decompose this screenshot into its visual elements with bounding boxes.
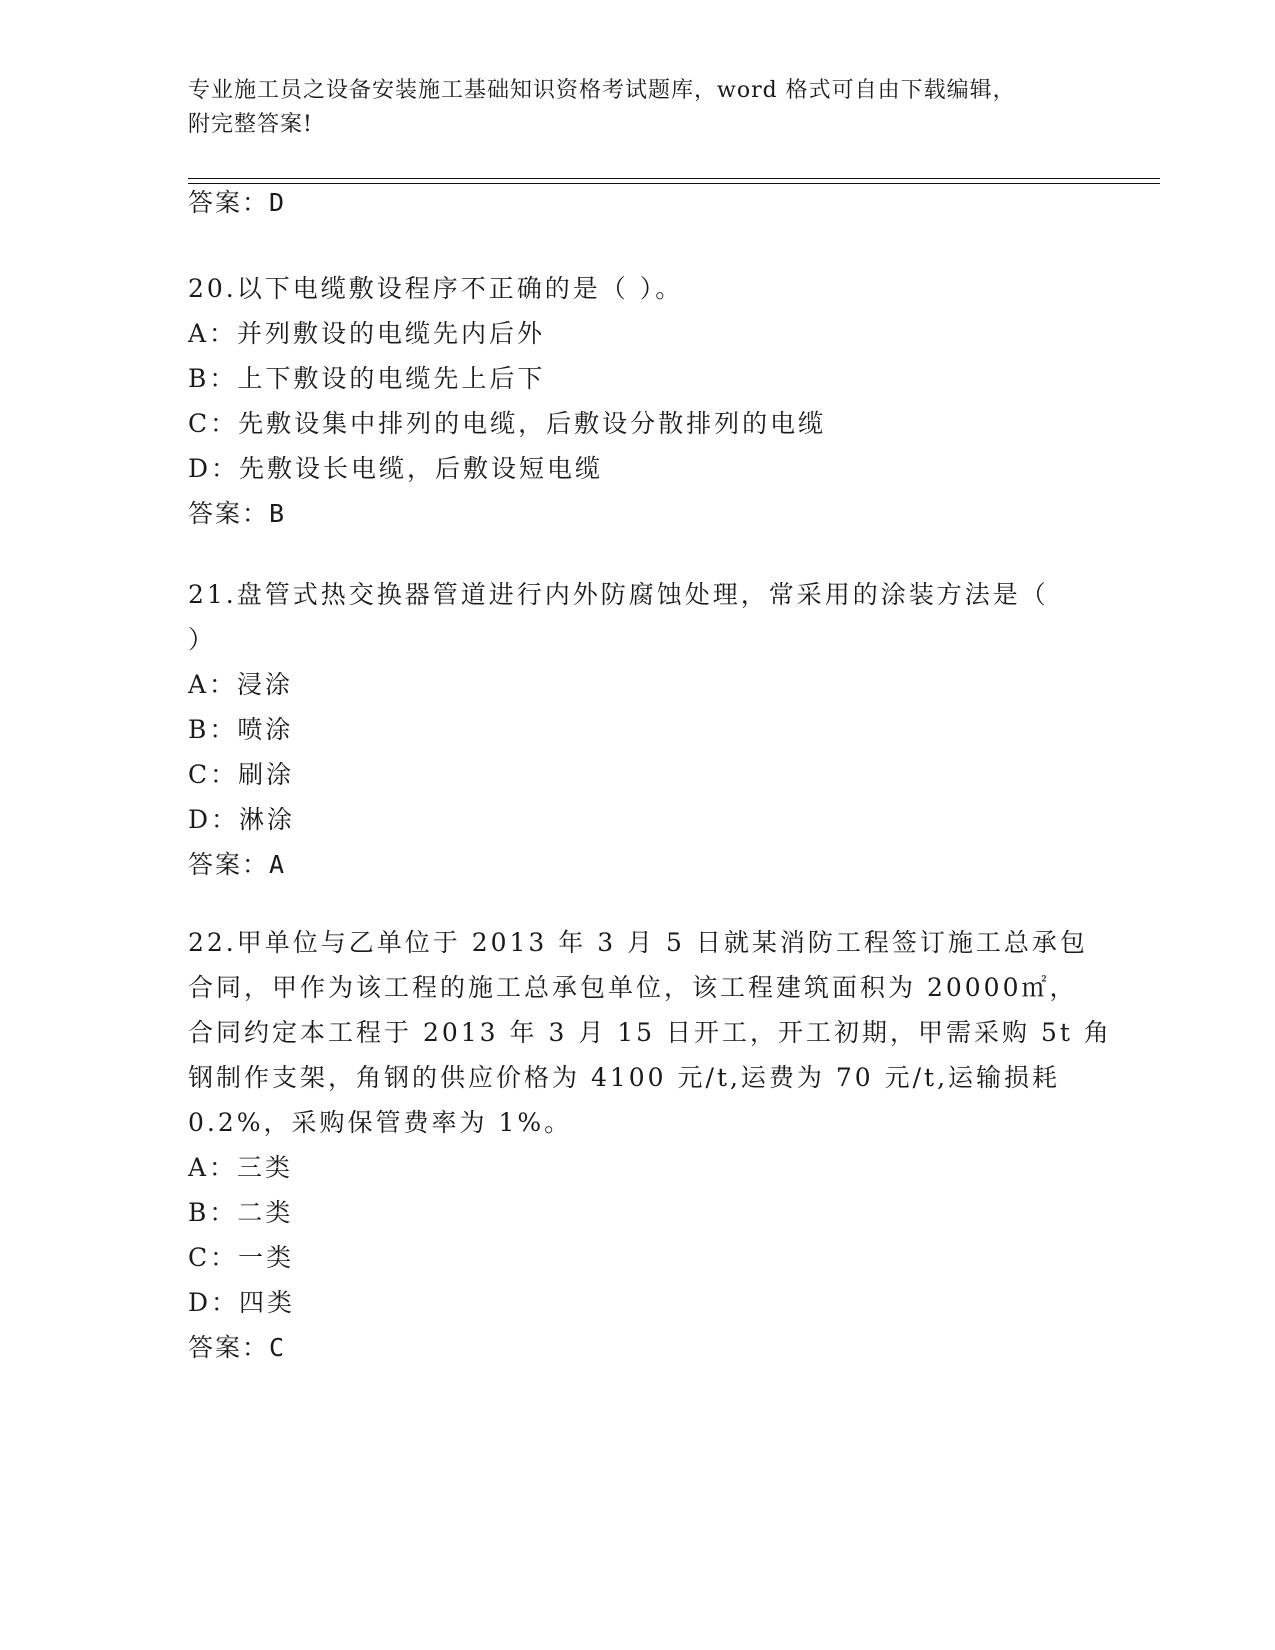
question-text-line-1: 21.盘管式热交换器管道进行内外防腐蚀处理，常采用的涂装方法是（ xyxy=(188,580,1049,609)
answer-line xyxy=(188,491,1088,536)
option-c: C：刷涂 xyxy=(188,760,295,789)
option-c: C：一类 xyxy=(188,1243,295,1272)
header-line-2: 附完整答案! xyxy=(188,112,313,137)
question-text-line-4: 钢制作支架，角钢的供应价格为 4100 元/t,运费为 70 元/t,运输损耗 xyxy=(188,1063,1061,1092)
answer-line xyxy=(188,842,1088,887)
option-b: B：喷涂 xyxy=(188,715,294,744)
answer-value: A xyxy=(269,850,287,879)
question-text-line-5: 0.2%，采购保管费率为 1%。 xyxy=(188,1108,573,1137)
header-line-1: 专业施工员之设备安装施工基础知识资格考试题库，word 格式可自由下载编辑， xyxy=(188,78,1016,103)
option-d: D：淋涂 xyxy=(188,805,296,834)
page-header xyxy=(188,74,1088,142)
question-22 xyxy=(188,920,1112,1370)
question-text-line-1: 22.甲单位与乙单位于 2013 年 3 月 5 日就某消防工程签订施工总承包 xyxy=(188,928,1088,957)
option-a: A：三类 xyxy=(188,1153,294,1182)
question-text-line-3: 合同约定本工程于 2013 年 3 月 15 日开工，开工初期，甲需采购 5t 角 xyxy=(188,1018,1112,1047)
answer-line xyxy=(188,1325,1088,1370)
question-text: 20.以下电缆敷设程序不正确的是（ ）。 xyxy=(188,274,684,303)
answer-label: 答案： xyxy=(188,850,270,879)
option-a: A：并列敷设的电缆先内后外 xyxy=(188,319,546,348)
answer-value: B xyxy=(269,499,287,528)
answer-value: C xyxy=(269,1333,287,1362)
question-text-line-2: 合同，甲作为该工程的施工总承包单位，该工程建筑面积为 20000㎡， xyxy=(188,973,1078,1002)
question-20 xyxy=(188,266,1088,536)
previous-answer xyxy=(188,180,1088,225)
option-d: D：先敷设长电缆，后敷设短电缆 xyxy=(188,454,604,483)
question-text-line-2: ） xyxy=(188,625,217,654)
option-a: A：浸涂 xyxy=(188,670,294,699)
answer-label: 答案： xyxy=(188,188,270,217)
answer-label: 答案： xyxy=(188,499,270,528)
answer-value: D xyxy=(269,188,287,217)
header-rule-top xyxy=(188,178,1160,179)
answer-label: 答案： xyxy=(188,1333,270,1362)
option-c: C：先敷设集中排列的电缆，后敷设分散排列的电缆 xyxy=(188,409,827,438)
question-21 xyxy=(188,572,1088,887)
option-d: D：四类 xyxy=(188,1288,296,1317)
option-b: B：上下敷设的电缆先上后下 xyxy=(188,364,546,393)
option-b: B：二类 xyxy=(188,1198,294,1227)
